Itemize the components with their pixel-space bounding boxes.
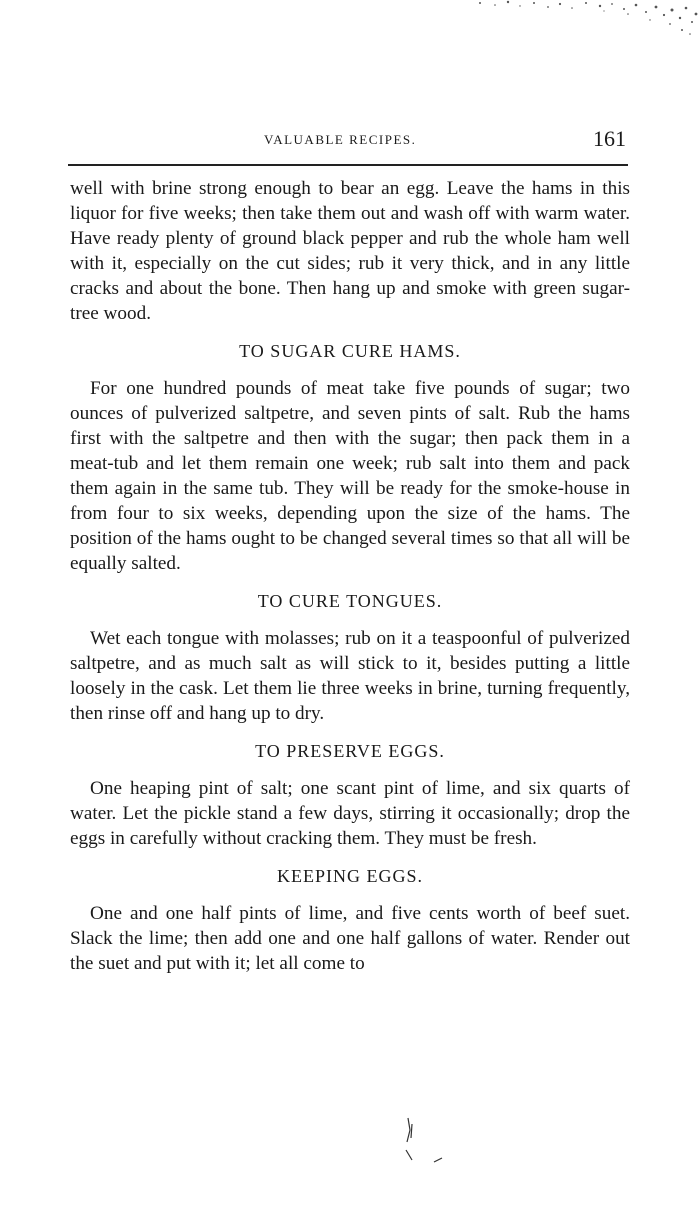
paragraph-keeping-eggs: One and one half pints of lime, and five cents worth of beef suet. Slack the lime; then add one and one half gallons of water. Render out the suet and put with it; let all come to: [70, 903, 630, 974]
running-head: [68, 126, 628, 156]
paragraph-cure-tongues: Wet each tongue with molasses; rub on it a teaspoonful of pulverized saltpetre, and as much salt as will stick to it, besides putting a little loosely in the cask. Let them lie three weeks in brine, turning frequently, then rinse off and hang up to dry.: [70, 628, 630, 724]
heading-sugar-cure-hams: TO SUGAR CURE HAMS.: [239, 341, 461, 361]
running-title: VALUABLE RECIPES.: [264, 132, 417, 147]
recipe-body: [70, 176, 630, 976]
continuation-paragraph: well with brine strong enough to bear an egg. Leave the hams in this liquor for five weeks; then take them out and wash off with warm water. Have ready plenty of ground black pepper and rub the whole ham well with it, especially on the cut sides; rub it very thick, and in any little cracks and about the bone. Then hang up and smoke with green sugar-tree wood.: [70, 178, 630, 324]
page-number: 161: [593, 126, 626, 151]
heading-preserve-eggs: TO PRESERVE EGGS.: [255, 741, 445, 761]
print-speckle-decoration: [460, 0, 700, 40]
paragraph-preserve-eggs: One heaping pint of salt; one scant pint of lime, and six quarts of water. Let the pickle stand a few days, stirring it occasionally; drop the eggs in carefully without cracking them. They must be fresh.: [70, 778, 630, 849]
ink-blot-decoration: [398, 1110, 448, 1180]
heading-cure-tongues: TO CURE TONGUES.: [257, 591, 443, 611]
heading-keeping-eggs: KEEPING EGGS.: [277, 866, 423, 886]
paragraph-sugar-cure-hams: For one hundred pounds of meat take five pounds of sugar; two ounces of pulverized saltpetre, and seven pints of salt. Rub the hams first with the saltpetre and then with the sugar; then pack them in a meat-tub and let them remain one week; rub salt into them and pack them again in the same tub. They will be ready for the smoke-house in from four to six weeks, depending upon the size of the hams. The position of the hams ought to be changed several times so that all will be equally salted.: [70, 378, 630, 574]
header-rule: [68, 164, 628, 166]
